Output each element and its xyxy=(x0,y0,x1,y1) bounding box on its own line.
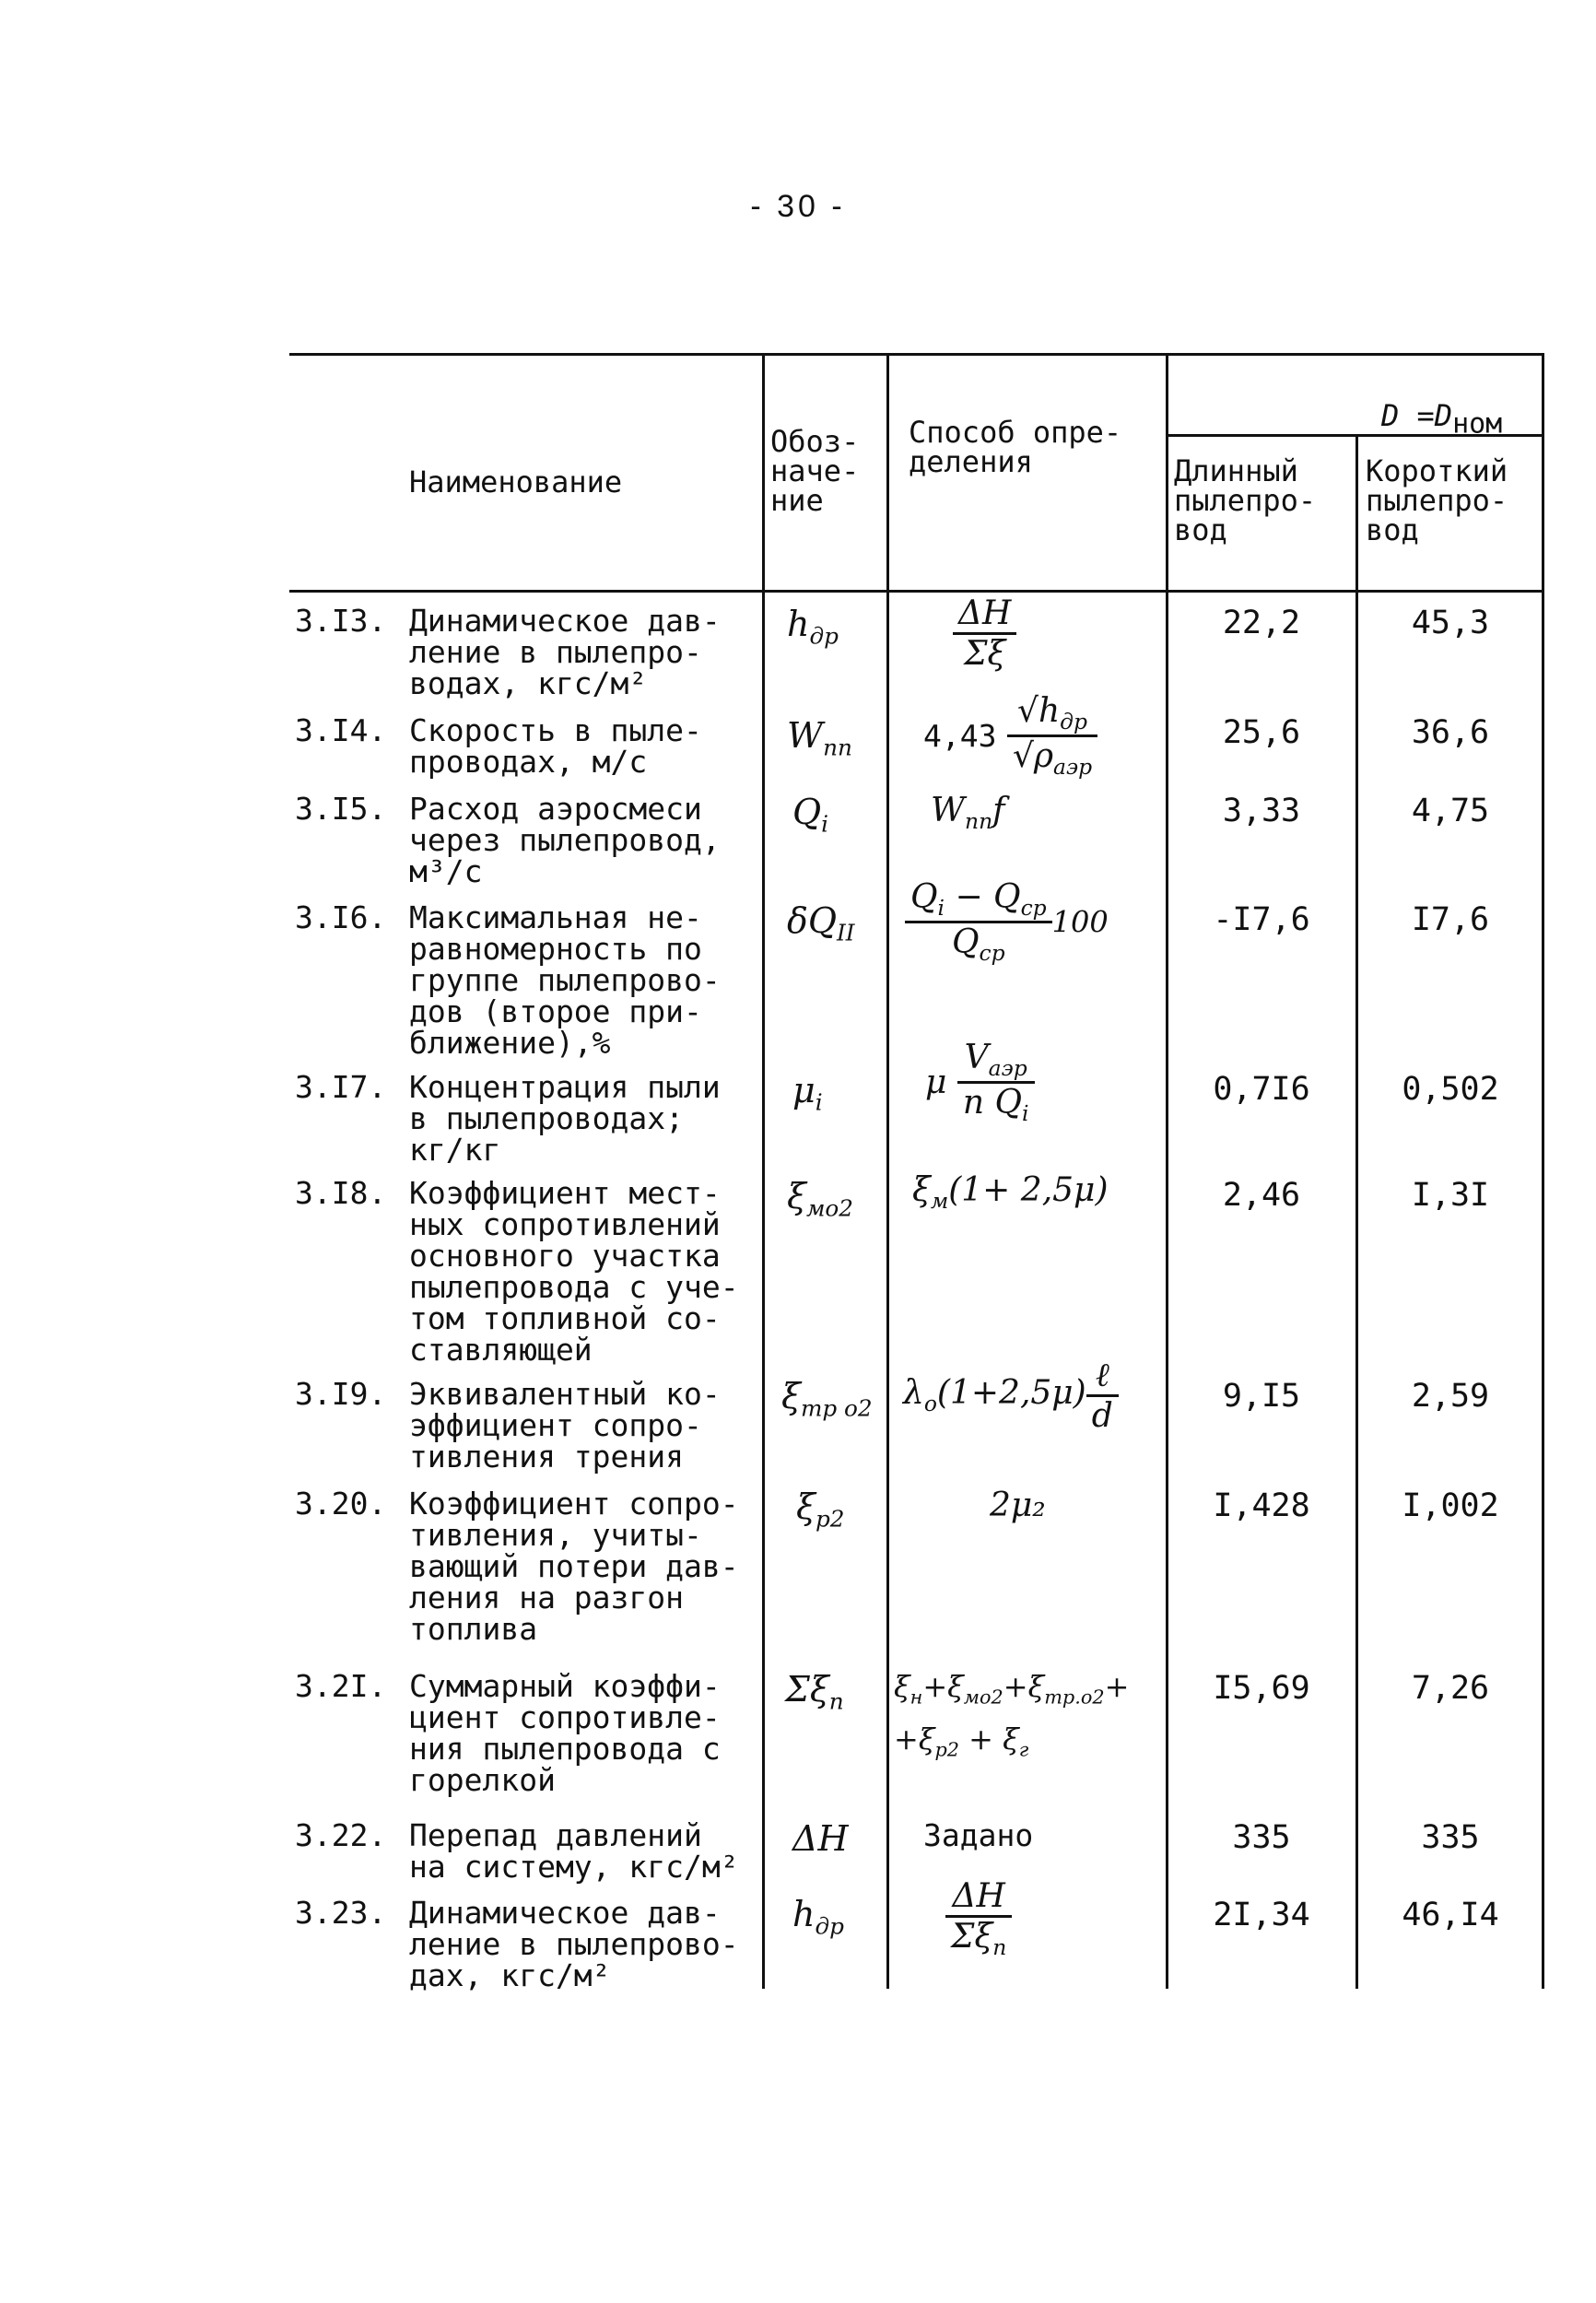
row-number: 3.I4. xyxy=(295,712,387,748)
header-short: Короткий пылепро- вод xyxy=(1366,453,1508,547)
row-number: 3.I6. xyxy=(295,899,387,935)
row-name: Динамическое дав- ление в пылепрово- дах, кгс/м² xyxy=(409,1895,739,1993)
row-value-short: I,3I xyxy=(1411,1177,1490,1214)
header-long: Длинный пылепро- вод xyxy=(1174,453,1317,547)
page-number: - 30 - xyxy=(750,189,846,224)
row-value-short: 335 xyxy=(1421,1819,1480,1856)
row-value-short: I7,6 xyxy=(1411,901,1490,938)
row-value-long: 9,I5 xyxy=(1222,1378,1301,1415)
row-value-long: 2I,34 xyxy=(1213,1897,1310,1933)
row-value-long: I5,69 xyxy=(1213,1670,1310,1707)
row-method-given: Задано xyxy=(923,1817,1034,1853)
row-symbol: $\xi_{мо2}$ xyxy=(787,1176,853,1222)
row-formula: 4,43 $\frac{√h_{др}}{√\rho_{аэр}}$ xyxy=(923,692,1097,780)
header-name: Наименование xyxy=(409,464,623,499)
row-value-short: 2,59 xyxy=(1411,1378,1490,1415)
row-value-long: 0,7I6 xyxy=(1213,1071,1310,1108)
header-group xyxy=(1381,371,1502,439)
row-name: Коэффициент сопро- тивления, учиты- вающий потери дав- ления на разгон топлива xyxy=(409,1486,739,1647)
header-designation: Обоз- наче- ние xyxy=(770,424,860,518)
row-number: 3.I7. xyxy=(295,1069,387,1105)
row-number: 3.22. xyxy=(295,1817,387,1853)
row-symbol: ΔH xyxy=(792,1818,849,1859)
row-symbol: $\delta Q_{II}$ xyxy=(787,900,855,946)
row-name: Динамическое дав- ление в пылепро- водах, кгс/м² xyxy=(409,603,721,701)
row-value-long: 3,33 xyxy=(1222,793,1301,829)
row-value-long: 2,46 xyxy=(1222,1177,1301,1214)
col-rule-3 xyxy=(1166,353,1168,1989)
row-name: Суммарный коэффи- циент сопротивле- ния пылепровода с горелкой xyxy=(409,1668,721,1798)
row-value-short: 45,3 xyxy=(1411,605,1490,641)
row-number: 3.2I. xyxy=(295,1668,387,1704)
header-group-sub: ном xyxy=(1452,407,1503,441)
row-symbol: $\mu_i$ xyxy=(792,1070,823,1116)
row-symbol: $h_{др}$ xyxy=(792,1894,844,1940)
row-formula: $\frac{\Delta H}{\Sigma\xi_п}$ xyxy=(945,1877,1012,1960)
row-symbol: $W_{пп}$ xyxy=(787,715,852,761)
row-formula: $W_{пп}f$ xyxy=(931,792,1005,835)
row-number: 3.I9. xyxy=(295,1376,387,1412)
row-value-short: 7,26 xyxy=(1411,1670,1490,1707)
row-number: 3.I5. xyxy=(295,791,387,827)
row-value-short: 4,75 xyxy=(1411,793,1490,829)
row-value-short: 0,502 xyxy=(1402,1071,1499,1108)
row-number: 3.I3. xyxy=(295,603,387,639)
row-name: Максимальная не- равномерность по группе пылепрово- дов (второе при- ближение),% xyxy=(409,899,721,1061)
row-symbol: $\xi_{р2}$ xyxy=(796,1486,845,1533)
row-value-long: 335 xyxy=(1232,1819,1291,1856)
row-symbol: $h_{др}$ xyxy=(787,604,839,650)
row-formula: $\xi_м(1+ 2,5\mu)$ xyxy=(912,1171,1109,1215)
row-number: 3.23. xyxy=(295,1895,387,1931)
col-rule-2 xyxy=(886,353,889,1989)
row-symbol: $Q_i$ xyxy=(792,792,829,838)
row-name: Расход аэросмеси через пылепровод, м³/с xyxy=(409,791,721,889)
row-value-short: 36,6 xyxy=(1411,714,1490,751)
row-name: Эквивалентный ко- эффициент сопро- тивления трения xyxy=(409,1376,721,1475)
row-formula-coef: 4,43 xyxy=(923,718,997,755)
col-rule-5 xyxy=(1542,353,1544,1989)
row-value-long: 25,6 xyxy=(1222,714,1301,751)
header-method: Способ опре- деления xyxy=(909,415,1122,479)
row-formula: $\xi_н+\xi_{мо2}+\xi_{тр.о2}+$ $+\xi_{р2} + \xi_г$ xyxy=(894,1669,1130,1761)
row-name: Скорость в пыле- проводах, м/с xyxy=(409,712,702,780)
row-symbol: $\Sigma\xi_п$ xyxy=(785,1669,844,1715)
row-name: Коэффициент мест- ных сопротивлений основного участка пылепровода с уче- том топливной со- ставляющей xyxy=(409,1175,739,1368)
row-number: 3.20. xyxy=(295,1486,387,1522)
row-value-long: I,428 xyxy=(1213,1487,1310,1524)
data-table xyxy=(289,353,1543,1993)
header-group-label: D =D xyxy=(1381,398,1453,433)
row-formula: $\lambda_о(1+2,5\mu)$ $\frac{\text{ℓ}}{d}$ xyxy=(903,1356,1119,1435)
col-rule-4 xyxy=(1355,434,1358,1989)
row-value-long: 22,2 xyxy=(1222,605,1301,641)
row-value-short: I,002 xyxy=(1402,1487,1499,1524)
row-value-short: 46,I4 xyxy=(1402,1897,1499,1933)
row-value-long: -I7,6 xyxy=(1213,901,1310,938)
row-formula: 2μ₂ xyxy=(990,1486,1046,1524)
row-formula: $\frac{Q_i - Q_{ср}}{Q_{ср}}$ 100 xyxy=(905,878,1109,966)
row-formula: μ $\frac{V_{аэр}}{n Q_i}$ xyxy=(925,1039,1035,1126)
row-number: 3.I8. xyxy=(295,1175,387,1211)
table-top-rule xyxy=(289,353,1544,356)
row-formula: $\frac{\Delta H}{\Sigma\xi}$ xyxy=(953,594,1016,673)
row-symbol: $\xi_{тр о2}$ xyxy=(781,1376,873,1422)
row-name: Перепад давлений на систему, кгс/м² xyxy=(409,1817,739,1885)
col-rule-1 xyxy=(762,353,765,1989)
row-name: Концентрация пыли в пылепроводах; кг/кг xyxy=(409,1069,721,1168)
row-formula-mu: μ xyxy=(925,1063,947,1102)
